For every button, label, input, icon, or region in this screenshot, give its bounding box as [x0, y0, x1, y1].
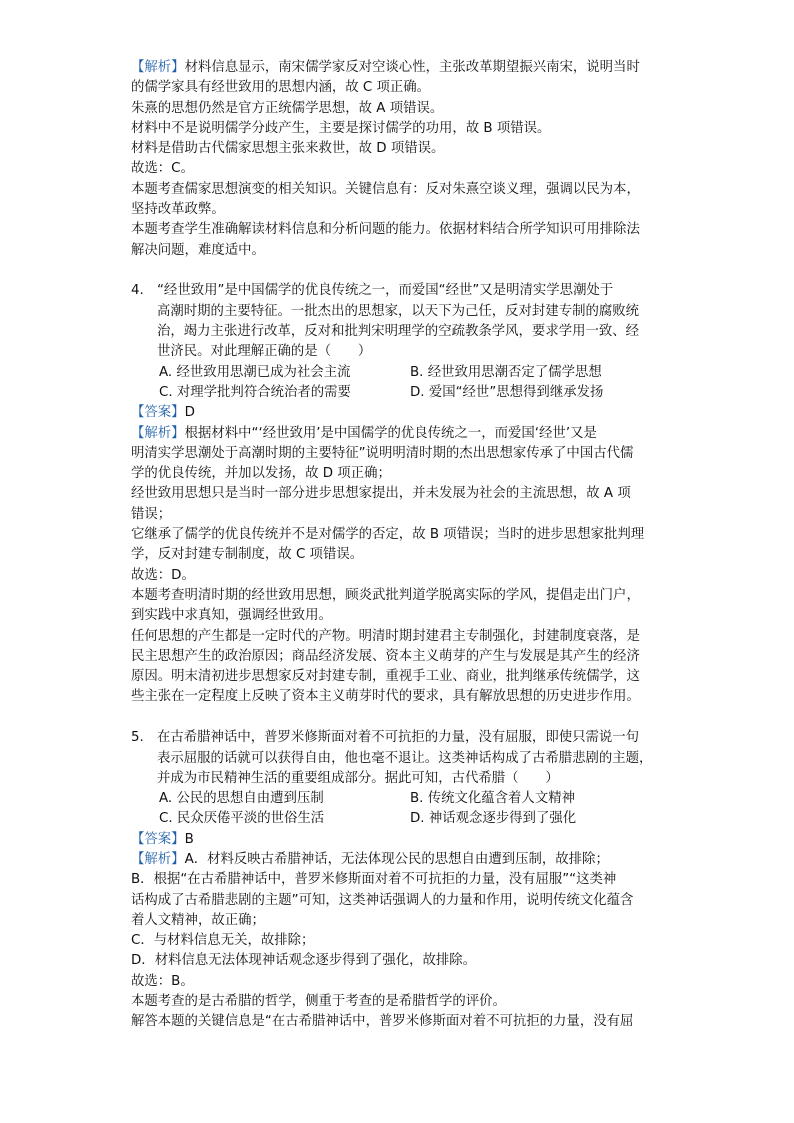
body-line: 着人文精神，故正确； — [131, 912, 265, 928]
body-line: 经世致用思想只是当时一部分进步思想家提出，并未发展为社会的主流思想，故 A 项 — [131, 486, 631, 502]
analysis-line: 明清实学思潮处于高潮时期的主要特征”说明明清时期的杰出思想家传承了中国古代儒 — [131, 445, 634, 461]
option-a: A. 经世致用思潮已成为社会主流 — [159, 364, 351, 380]
body-line: 民主思想产生的政治原因；商品经济发展、资本主义萌芽的产生与发展是其产生的经济 — [131, 648, 640, 664]
option-b: B. 经世致用思潮否定了儒学思想 — [410, 364, 602, 380]
option-b: B. 传统文化蕴含着人文精神 — [410, 791, 575, 807]
question-number: 4. — [131, 283, 144, 299]
body-line: 本题考查儒家思想演变的相关知识。关键信息有：反对朱熹空谈义理，强调以民为本， — [131, 181, 640, 197]
analysis-line: 学的优良传统，并加以发扬，故 D 项正确； — [131, 466, 391, 482]
analysis-tag: 【解析】 — [131, 851, 185, 867]
question-stem: 世济民。对此理解正确的是（ ） — [157, 344, 372, 360]
option-a: A. 公民的思想自由遭到压制 — [159, 791, 324, 807]
option-row — [131, 363, 661, 383]
option-d: D. 爱国“经世”思想得到继承发扬 — [410, 384, 604, 400]
option-row — [131, 383, 661, 403]
question-stem: 并成为市民精神生活的重要组成部分。据此可知，古代希腊（ ） — [157, 770, 559, 786]
body-line: 材料中不是说明儒学分歧产生，主要是探讨儒学的功用，故 B 项错误。 — [131, 120, 551, 136]
body-line: 坚持改革政弊。 — [131, 202, 225, 218]
body-line: 故选：C。 — [131, 161, 194, 177]
spacer — [131, 708, 661, 729]
answer-value: D — [184, 405, 195, 421]
document-page — [131, 58, 661, 1033]
answer-line — [131, 403, 661, 423]
body-line: 故选：B。 — [131, 973, 194, 989]
question-stem: 高潮时期的主要特征。一批杰出的思想家，以天下为己任，反对封建专制的腐败统 — [157, 303, 640, 319]
body-line: C．与材料信息无关，故排除； — [131, 933, 315, 949]
body-line: 本题考查明清时期的经世致用思想，顾炎武批判道学脱离实际的学风，提倡走出门户， — [131, 587, 640, 603]
question-stem: 治，竭力主张进行改革，反对和批判宋明理学的空疏教条学风，要求学用一致、经 — [157, 324, 640, 340]
body-line: 本题考查的是古希腊的哲学，侧重于考查的是希腊哲学的评价。 — [131, 994, 506, 1010]
body-line: 朱熹的思想仍然是官方正统儒学思想，故 A 项错误。 — [131, 100, 444, 116]
body-line: 原因。明末清初进步思想家反对封建专制，重视手工业、商业，批判继承传统儒学，这 — [131, 669, 640, 685]
analysis-line: 的儒学家具有经世致用的思想内涵，故 C 项正确。 — [131, 80, 431, 96]
body-line: D．材料信息无法体现神话观念逐步得到了强化，故排除。 — [131, 953, 477, 969]
spacer — [131, 261, 661, 282]
answer-tag: 【答案】 — [131, 405, 185, 421]
question-stem: 5. 在古希腊神话中，普罗米修斯面对着不可抗拒的力量，没有屈服，即使只需说一句 — [131, 728, 661, 748]
body-line: 本题考查学生准确解读材料信息和分析问题的能力。依据材料结合所学知识可用排除法 — [131, 222, 640, 238]
body-line: 学，反对封建专制制度，故 C 项错误。 — [131, 547, 364, 563]
question-stem: 4. “经世致用”是中国儒学的优良传统之一，而爱国“经世”又是明清实学思潮处于 — [131, 281, 661, 301]
body-line: 它继承了儒学的优良传统并不是对儒学的否定，故 B 项错误；当时的进步思想家批判理 — [131, 527, 645, 543]
body-line: 材料是借助古代儒家思想主张来救世，故 D 项错误。 — [131, 141, 445, 157]
answer-line — [131, 830, 661, 850]
question-stem: 表示屈服的话就可以获得自由，他也毫不退让。这类神话构成了古希腊悲剧的主题， — [157, 750, 653, 766]
option-row — [131, 789, 661, 809]
body-line: 到实践中求真知，强调经世致用。 — [131, 608, 332, 624]
body-line: 话构成了古希腊悲剧的主题”可知，这类神话强调人的力量和作用，说明传统文化蕴含 — [131, 892, 634, 908]
answer-value: B — [184, 831, 194, 847]
body-line: 些主张在一定程度上反映了资本主义萌芽时代的要求，具有解放思想的历史进步作用。 — [131, 689, 640, 705]
analysis-line: 【解析】A．材料反映古希腊神话，无法体现公民的思想自由遭到压制，故排除； — [131, 851, 609, 867]
body-line: 错误； — [131, 506, 172, 522]
answer-tag: 【答案】 — [131, 831, 185, 847]
analysis-line: 【解析】根据材料中“‘经世致用’是中国儒学的优良传统之一，而爱国‘经世’又是 — [131, 425, 597, 441]
option-d: D. 神话观念逐步得到了强化 — [410, 811, 577, 827]
analysis-tag: 【解析】 — [131, 425, 185, 441]
body-line: 故选：D。 — [131, 567, 195, 583]
body-line: 任何思想的产生都是一定时代的产物。明清时期封建君主专制强化，封建制度衰落，是 — [131, 628, 640, 644]
body-line: B．根据“在古希腊神话中，普罗米修斯面对着不可抗拒的力量，没有屈服”“这类神 — [131, 872, 617, 888]
question-number: 5. — [131, 730, 144, 746]
body-line: 解决问题，难度适中。 — [131, 242, 265, 258]
body-line: 解答本题的关键信息是“在古希腊神话中，普罗米修斯面对着不可抗拒的力量，没有屈 — [131, 1014, 634, 1030]
analysis-line: 【解析】材料信息显示，南宋儒学家反对空谈心性，主张改革期望振兴南宋，说明当时 — [131, 60, 640, 75]
analysis-tag: 【解析】 — [131, 60, 185, 75]
option-c: C. 对理学批判符合统治者的需要 — [159, 384, 351, 400]
option-row — [131, 809, 661, 829]
option-c: C. 民众厌倦平淡的世俗生活 — [159, 811, 325, 827]
